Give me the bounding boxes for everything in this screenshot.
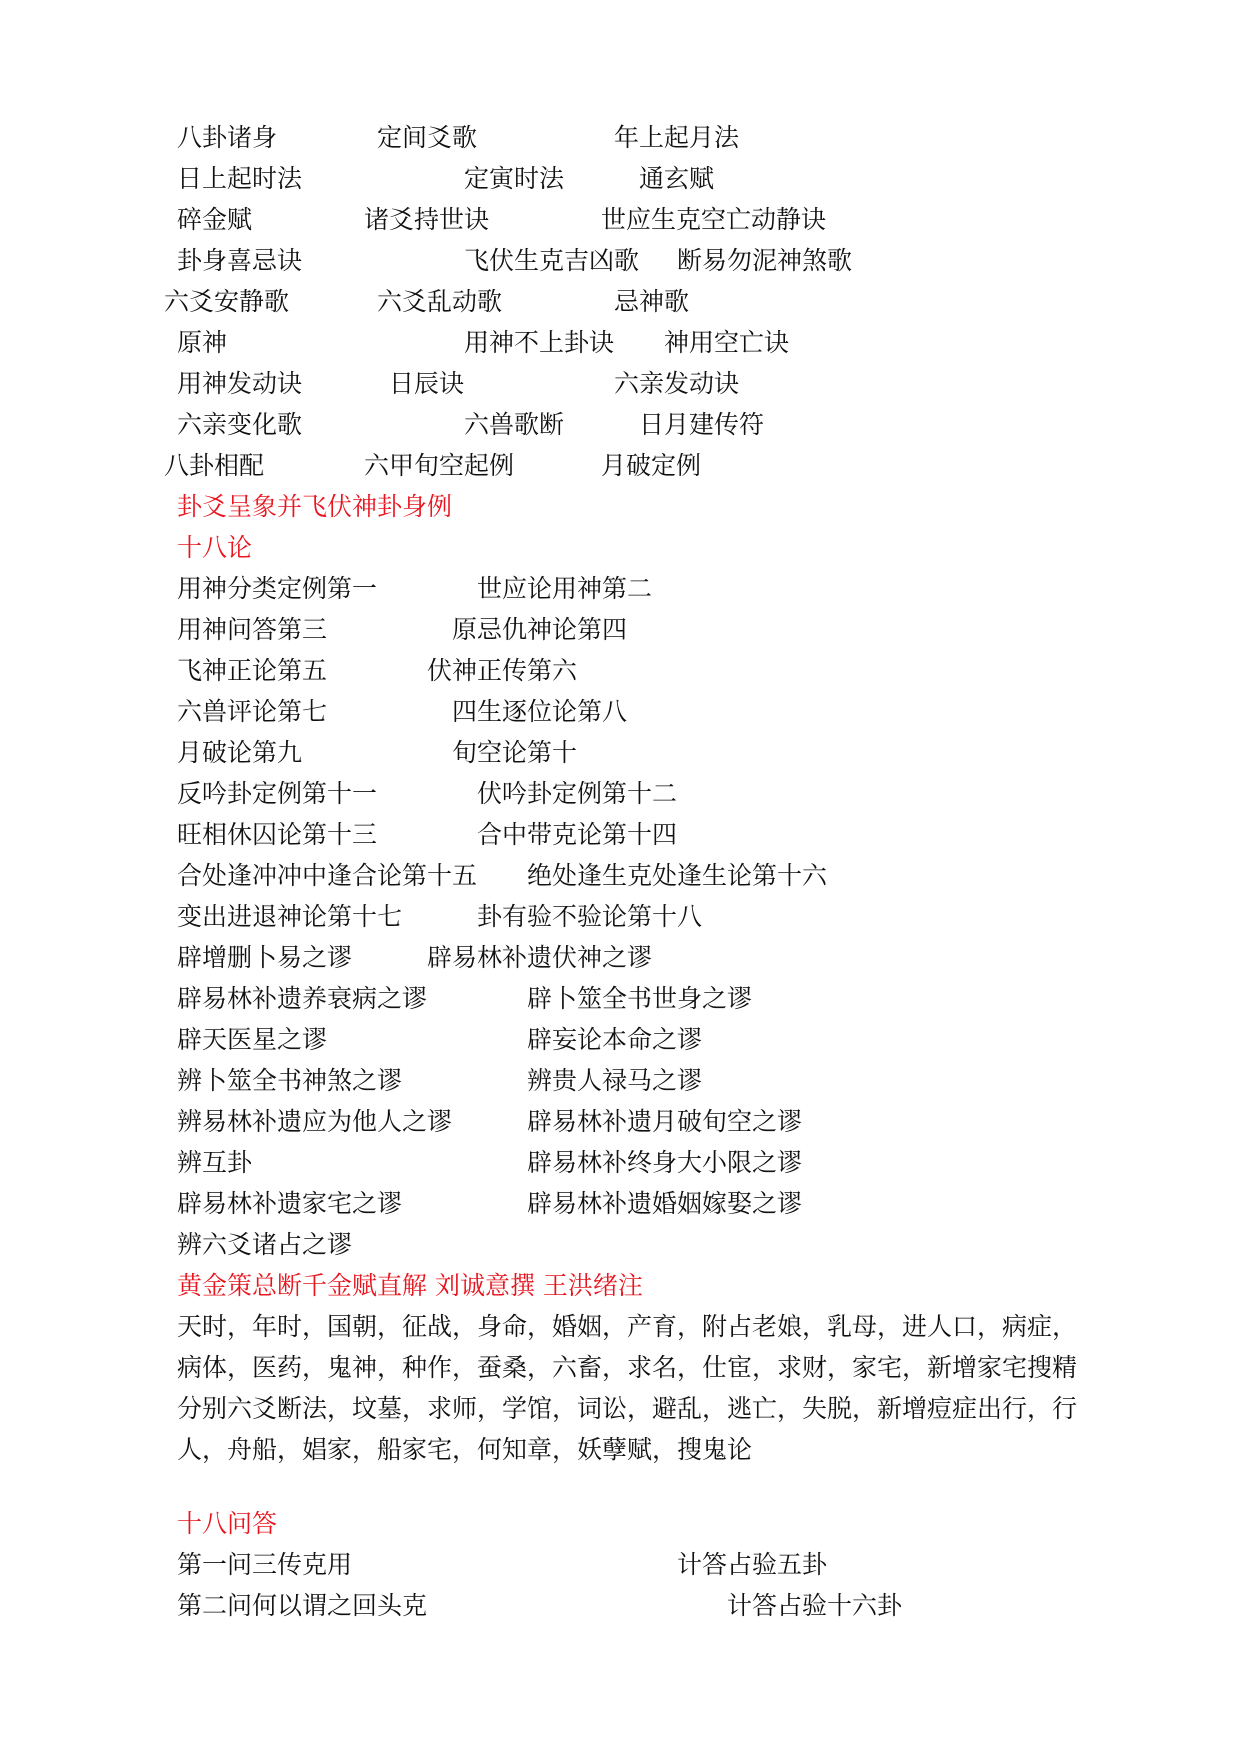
lun-item: 辟易林补遗婚姻嫁娶之谬 bbox=[527, 1189, 803, 1218]
toc-item: 定寅时法 bbox=[464, 164, 565, 193]
paragraph-line bbox=[0, 1306, 1241, 1347]
toc-item: 碎金赋 bbox=[177, 205, 253, 234]
lun-item: 月破论第九 bbox=[177, 738, 303, 767]
paragraph-text: 人，舟船，娼家，船家宅，何知章，妖孽赋，搜鬼论 bbox=[177, 1435, 753, 1464]
toc-row bbox=[0, 117, 1241, 158]
toc-row bbox=[0, 363, 1241, 404]
lun-item: 变出进退神论第十七 bbox=[177, 902, 403, 931]
lun-item: 辟易林补遗伏神之谬 bbox=[427, 943, 653, 972]
lun-item: 卦有验不验论第十八 bbox=[477, 902, 703, 931]
paragraph-line bbox=[0, 1347, 1241, 1388]
lun-item: 旺相休囚论第十三 bbox=[177, 820, 378, 849]
lun-row bbox=[0, 732, 1241, 773]
lun-item: 辟易林补终身大小限之谬 bbox=[527, 1148, 803, 1177]
toc-item: 月破定例 bbox=[601, 451, 702, 480]
toc-item: 用神不上卦诀 bbox=[464, 328, 615, 357]
lun-item: 世应论用神第二 bbox=[477, 574, 653, 603]
lun-item: 原忌仇神论第四 bbox=[452, 615, 628, 644]
toc-item: 通玄赋 bbox=[639, 164, 715, 193]
toc-row bbox=[0, 240, 1241, 281]
paragraph-line bbox=[0, 1429, 1241, 1470]
lun-row bbox=[0, 896, 1241, 937]
toc-item: 日月建传符 bbox=[639, 410, 765, 439]
lun-item: 辟易林补遗养衰病之谬 bbox=[177, 984, 428, 1013]
lun-item: 辨互卦 bbox=[177, 1148, 253, 1177]
toc-item: 断易勿泥神煞歌 bbox=[677, 246, 853, 275]
paragraph-text: 天时，年时，国朝，征战，身命，婚姻，产育，附占老娘，乳母，进人口，病症， bbox=[177, 1312, 1078, 1341]
toc-item: 定间爻歌 bbox=[377, 123, 478, 152]
lun-item: 辟增删卜易之谬 bbox=[177, 943, 353, 972]
lun-row bbox=[0, 691, 1241, 732]
wenda-item: 第一问三传克用 bbox=[177, 1550, 353, 1579]
wenda-item: 计答占验五卦 bbox=[677, 1550, 828, 1579]
paragraph-text: 病体，医药，鬼神，种作，蚕桑，六畜，求名，仕宦，求财，家宅，新增家宅搜精 bbox=[177, 1353, 1078, 1382]
lun-item: 伏吟卦定例第十二 bbox=[477, 779, 678, 808]
section-heading-row bbox=[0, 486, 1241, 527]
paragraph-text: 分别六爻断法，坟墓，求师，学馆，词讼，避乱，逃亡，失脱，新增痘症出行，行 bbox=[177, 1394, 1078, 1423]
lun-row bbox=[0, 568, 1241, 609]
toc-row bbox=[0, 158, 1241, 199]
lun-item: 合中带克论第十四 bbox=[477, 820, 678, 849]
section-heading: 卦爻呈象并飞伏神卦身例 bbox=[177, 492, 453, 521]
toc-item: 飞伏生克吉凶歌 bbox=[464, 246, 640, 275]
toc-item: 忌神歌 bbox=[614, 287, 690, 316]
lun-row bbox=[0, 1142, 1241, 1183]
lun-row bbox=[0, 814, 1241, 855]
lun-item: 辟易林补遗月破旬空之谬 bbox=[527, 1107, 803, 1136]
toc-item: 卦身喜忌诀 bbox=[177, 246, 303, 275]
wenda-item: 计答占验十六卦 bbox=[727, 1591, 903, 1620]
toc-item: 六亲发动诀 bbox=[614, 369, 740, 398]
toc-item: 世应生克空亡动静诀 bbox=[601, 205, 827, 234]
lun-row bbox=[0, 1019, 1241, 1060]
toc-item: 原神 bbox=[177, 328, 228, 357]
section-heading: 十八论 bbox=[177, 533, 253, 562]
lun-item: 辟卜筮全书世身之谬 bbox=[527, 984, 753, 1013]
toc-row bbox=[0, 322, 1241, 363]
toc-item: 诸爻持世诀 bbox=[364, 205, 490, 234]
lun-row bbox=[0, 1101, 1241, 1142]
toc-item: 六兽歌断 bbox=[464, 410, 565, 439]
lun-row bbox=[0, 1060, 1241, 1101]
section-heading-row bbox=[0, 527, 1241, 568]
toc-item: 日上起时法 bbox=[177, 164, 303, 193]
toc-row bbox=[0, 445, 1241, 486]
section-heading: 十八问答 bbox=[177, 1509, 278, 1538]
lun-item: 辨卜筮全书神煞之谬 bbox=[177, 1066, 403, 1095]
toc-row bbox=[0, 199, 1241, 240]
lun-row bbox=[0, 773, 1241, 814]
toc-item: 六爻乱动歌 bbox=[377, 287, 503, 316]
lun-item: 辟妄论本命之谬 bbox=[527, 1025, 703, 1054]
wenda-row bbox=[0, 1544, 1241, 1585]
lun-row bbox=[0, 1183, 1241, 1224]
lun-item: 反吟卦定例第十一 bbox=[177, 779, 378, 808]
lun-item: 六兽评论第七 bbox=[177, 697, 328, 726]
paragraph-line bbox=[0, 1388, 1241, 1429]
section-heading-row bbox=[0, 1503, 1241, 1544]
lun-item: 旬空论第十 bbox=[452, 738, 578, 767]
lun-row bbox=[0, 855, 1241, 896]
lun-item: 辨贵人禄马之谬 bbox=[527, 1066, 703, 1095]
toc-item: 八卦诸身 bbox=[177, 123, 278, 152]
toc-item: 八卦相配 bbox=[164, 451, 265, 480]
toc-row bbox=[0, 281, 1241, 322]
lun-item: 伏神正传第六 bbox=[427, 656, 578, 685]
section-heading-row bbox=[0, 1265, 1241, 1306]
toc-item: 用神发动诀 bbox=[177, 369, 303, 398]
lun-item: 辨易林补遗应为他人之谬 bbox=[177, 1107, 453, 1136]
lun-row bbox=[0, 650, 1241, 691]
toc-row bbox=[0, 404, 1241, 445]
toc-item: 神用空亡诀 bbox=[664, 328, 790, 357]
wenda-row bbox=[0, 1585, 1241, 1626]
lun-item: 用神问答第三 bbox=[177, 615, 328, 644]
lun-item: 辟天医星之谬 bbox=[177, 1025, 328, 1054]
wenda-item: 第二问何以谓之回头克 bbox=[177, 1591, 428, 1620]
toc-item: 年上起月法 bbox=[614, 123, 740, 152]
toc-item: 六亲变化歌 bbox=[177, 410, 303, 439]
section-heading: 黄金策总断千金赋直解 刘诚意撰 王洪绪注 bbox=[177, 1271, 643, 1300]
lun-row bbox=[0, 937, 1241, 978]
lun-item: 用神分类定例第一 bbox=[177, 574, 378, 603]
lun-item: 四生逐位论第八 bbox=[452, 697, 628, 726]
lun-item: 绝处逢生克处逢生论第十六 bbox=[527, 861, 828, 890]
lun-item: 飞神正论第五 bbox=[177, 656, 328, 685]
lun-item: 辟易林补遗家宅之谬 bbox=[177, 1189, 403, 1218]
lun-row bbox=[0, 609, 1241, 650]
toc-item: 日辰诀 bbox=[389, 369, 465, 398]
lun-row bbox=[0, 1224, 1241, 1265]
lun-item: 辨六爻诸占之谬 bbox=[177, 1230, 353, 1259]
toc-item: 六爻安静歌 bbox=[164, 287, 290, 316]
lun-row bbox=[0, 978, 1241, 1019]
lun-item: 合处逢冲冲中逢合论第十五 bbox=[177, 861, 478, 890]
toc-item: 六甲旬空起例 bbox=[364, 451, 515, 480]
